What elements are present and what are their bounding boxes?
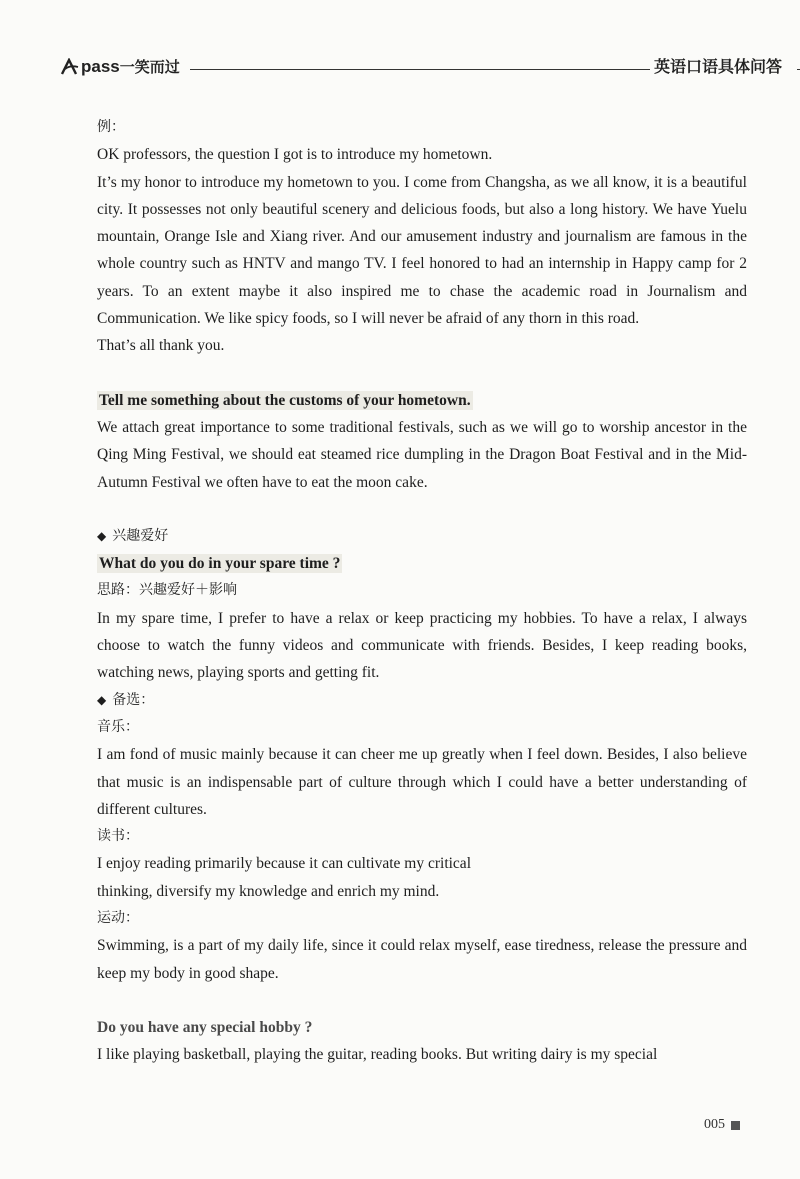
reading-answer-line2: thinking, diversify my knowledge and enrich my mind.	[97, 882, 440, 900]
reading-answer-line1: I enjoy reading primarily because it can cultivate my critical	[97, 855, 471, 873]
example-ending: That’s all thank you.	[97, 337, 225, 355]
brand-logo-icon	[60, 58, 80, 76]
special-hobby-answer: I like playing basketball, playing the guitar, reading books. But writing dairy is my special	[97, 1046, 658, 1064]
diamond-bullet-icon: ◆	[97, 692, 107, 707]
header-rule-left	[190, 69, 650, 70]
spare-time-idea: 思路：兴趣爱好＋影响	[97, 582, 237, 599]
hobby-heading: ◆ 兴趣爱好	[97, 523, 747, 550]
sport-answer: Swimming, is a part of my daily life, since it could relax myself, ease tiredness, release the pressure and keep my body in good shape.	[97, 937, 747, 982]
customs-question: Tell me something about the customs of your hometown.	[99, 391, 471, 409]
sport-label: 运动：	[97, 910, 139, 927]
example-label: 例：	[97, 119, 125, 135]
music-answer: I am fond of music mainly because it can cheer me up greatly when I feel down. Besides, I also believe that music is an indispensable part of culture through which I could have a better understanding of different cultures.	[97, 746, 747, 818]
example-question: OK professors, the question I got is to introduce my hometown.	[97, 146, 493, 164]
alternatives-heading: ◆ 备选：	[97, 687, 747, 714]
square-marker-icon	[731, 1121, 740, 1130]
diamond-bullet-icon: ◆	[97, 528, 107, 543]
brand-logo-cn: 一笑而过	[119, 58, 180, 76]
customs-answer: We attach great importance to some traditional festivals, such as we will go to worship ancestor in the Qing Ming Festival, we should eat steamed rice dumpling in the Dragon Boat Festival and in the Mid-Autumn Festival we often have to eat the moon cake.	[97, 418, 747, 491]
page-number: 005	[704, 1117, 740, 1133]
reading-label: 读书：	[97, 828, 139, 845]
spare-time-answer: In my spare time, I prefer to have a relax or keep practicing my hobbies. To have a relax, I always choose to watch the funny videos and communicate with friends. Besides, I keep reading books, watching news, playing sports and getting fit.	[97, 609, 747, 682]
brand-logo	[60, 56, 180, 77]
page-header	[60, 54, 800, 82]
section-title: 英语口语具体问答	[654, 57, 783, 76]
example-answer: It’s my honor to introduce my hometown to you. I come from Changsha, as we all know, it is a beautiful city. It possesses not only beautiful scenery and delicious foods, but also a long history. We have Yuelu mountain, Orange Isle and Xiang river. And our amusement industry and journalism are famous in the whole country such as HNTV and mango TV. I feel honored to had an internship in Happy camp for 2 years. To an extent maybe it also inspired me to chase the academic road in Journalism and Communication. We like spicy foods, so I will never be afraid of any thorn in this road.	[97, 173, 747, 328]
spare-time-question: What do you do in your spare time ?	[99, 555, 341, 573]
music-label: 音乐：	[97, 718, 139, 735]
page-content	[97, 114, 747, 1069]
brand-logo-text: pass	[81, 56, 120, 76]
special-hobby-question: Do you have any special hobby ?	[97, 1018, 313, 1036]
